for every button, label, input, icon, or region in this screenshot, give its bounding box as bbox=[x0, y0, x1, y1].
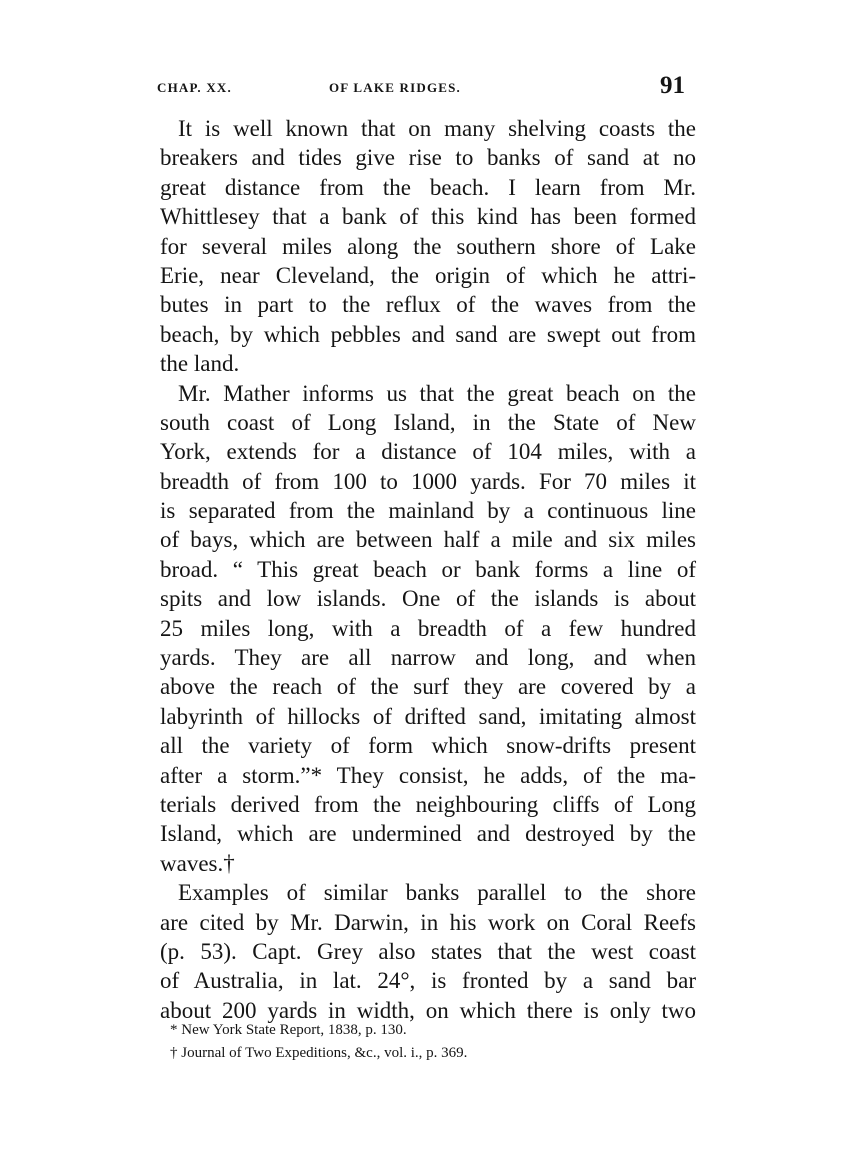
text-line: is separated from the mainland by a continuous line bbox=[160, 498, 696, 524]
text-line: Examples of similar banks parallel to the shore bbox=[178, 880, 696, 906]
body-text bbox=[160, 114, 696, 1025]
text-line: south coast of Long Island, in the State of New bbox=[160, 409, 696, 435]
text-line: waves.† bbox=[160, 850, 235, 876]
text-line: butes in part to the reflux of the waves from the bbox=[160, 292, 696, 318]
text-line: after a storm.”* They consist, he adds, of the ma- bbox=[160, 762, 696, 788]
text-line: beach, by which pebbles and sand are swept out from bbox=[160, 321, 696, 347]
text-line: great distance from the beach. I learn from Mr. bbox=[160, 174, 696, 200]
text-line: the land. bbox=[160, 351, 240, 377]
page-number: 91 bbox=[660, 72, 685, 99]
text-line: spits and low islands. One of the islands is about bbox=[160, 586, 696, 612]
text-line: Island, which are undermined and destroyed by the bbox=[160, 821, 696, 847]
text-line: breadth of from 100 to 1000 yards. For 70 miles it bbox=[160, 468, 696, 494]
footnote: * New York State Report, 1838, p. 130. bbox=[170, 1022, 407, 1038]
text-line: Erie, near Cleveland, the origin of which he attri- bbox=[160, 262, 696, 288]
text-line: breakers and tides give rise to banks of sand at no bbox=[160, 145, 696, 171]
text-line: about 200 yards in width, on which there is only two bbox=[160, 997, 696, 1023]
text-line: are cited by Mr. Darwin, in his work on Coral Reefs bbox=[160, 909, 696, 935]
text-line: (p. 53). Capt. Grey also states that the west coast bbox=[160, 938, 696, 964]
chapter-label: CHAP. XX. bbox=[157, 80, 232, 95]
text-line: Mr. Mather informs us that the great beach on the bbox=[178, 380, 696, 406]
text-line: yards. They are all narrow and long, and when bbox=[160, 645, 696, 671]
text-line: terials derived from the neighbouring cliffs of Long bbox=[160, 791, 696, 817]
running-head bbox=[157, 72, 685, 102]
text-line: 25 miles long, with a breadth of a few hundred bbox=[160, 615, 696, 641]
footnote: † Journal of Two Expeditions, &c., vol. i., p. 369. bbox=[170, 1045, 468, 1061]
text-line: above the reach of the surf they are covered by a bbox=[160, 674, 696, 700]
text-line: for several miles along the southern shore of Lake bbox=[160, 233, 696, 259]
text-line: all the variety of form which snow-drifts present bbox=[160, 733, 696, 759]
text-line: Whittlesey that a bank of this kind has been formed bbox=[160, 204, 696, 230]
text-line: York, extends for a distance of 104 miles, with a bbox=[160, 439, 696, 465]
text-line: of Australia, in lat. 24°, is fronted by a sand bar bbox=[160, 968, 696, 994]
text-line: It is well known that on many shelving coasts the bbox=[178, 116, 696, 141]
text-line: broad. “ This great beach or bank forms a line of bbox=[160, 556, 696, 582]
text-line: of bays, which are between half a mile and six miles bbox=[160, 527, 696, 553]
running-title: OF LAKE RIDGES. bbox=[329, 80, 462, 95]
footnotes bbox=[170, 1019, 690, 1065]
text-line: labyrinth of hillocks of drifted sand, imitating almost bbox=[160, 703, 696, 729]
